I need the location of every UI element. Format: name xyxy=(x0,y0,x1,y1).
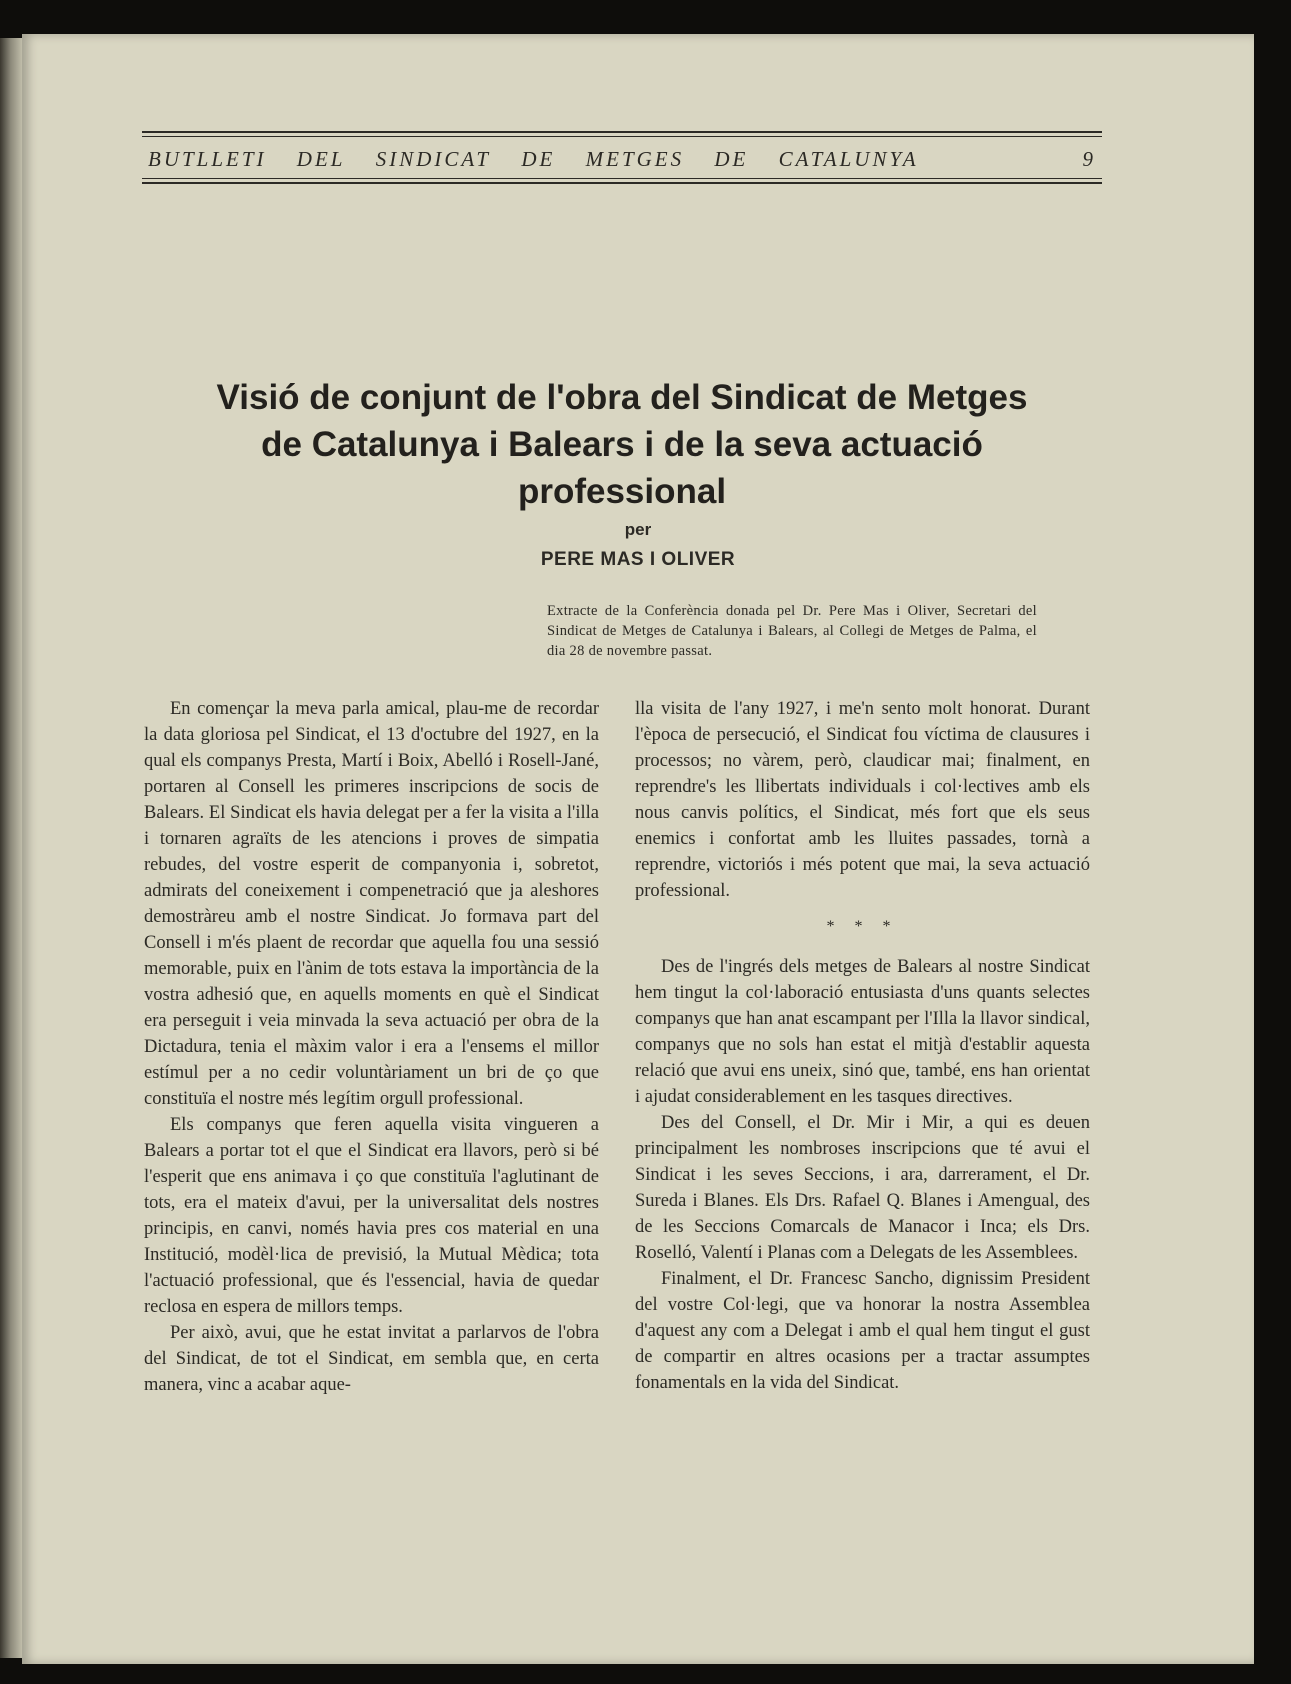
journal-title xyxy=(148,147,941,172)
paragraph: En començar la meva parla amical, plau-me de recordar la data gloriosa pel Sindicat, el 13 d'octubre del 1927, en la qual els companys Presta, Martí i Boix, Abelló i Rosell-Jané, portaren al Consell les primeres inscripcions de socis de Balears. El Sindicat els havia delegat per a fer la visita a l'illa i tornaren agraïts de les atencions i proves de simpatia rebudes, del vostre esperit de companyonia i, sobretot, admirats del coneixement i compenetració que ja aleshores demostràreu amb el nostre Sindicat. Jo formava part del Consell i m'és plaent de recordar que aquella fou una sessió memorable, puix en l'ànim de tots estava la importància de la vostra adhesió que, en aquells moments en què el Sindicat era perseguit i veia minvada la seva actuació per obra de la Dictadura, tenia el màxim valor i era a l'ensems el millor estímul per a no cedir voluntàriament un bri de ço que constituïa el nostre més legítim orgull professional. xyxy=(144,699,599,1109)
byline-prefix: per xyxy=(624,520,652,539)
header-rule-top-thin xyxy=(142,136,1102,137)
section-separator: * * * xyxy=(826,918,899,935)
article-title-line: professional xyxy=(517,472,727,511)
article-title-line: de Catalunya i Balears i de la seva actuació xyxy=(261,425,983,464)
journal-title-word: SINDICAT xyxy=(375,147,492,171)
header-text xyxy=(142,140,1102,178)
text-column-left xyxy=(144,696,599,1398)
paragraph: Des de l'ingrés dels metges de Balears al nostre Sindicat hem tingut la col·laboració entusiasta d'uns quants selectes companys que han anat escampant per l'Illa la llavor sindical, companys que no sols han estat el mitjà d'establir aquesta relació que avui ens uneix, sinó que, també, ens han orientat i ajudat considerablement en les tasques directives. xyxy=(635,957,1090,1107)
article-abstract: Extracte de la Conferència donada pel Dr. Pere Mas i Oliver, Secretari del Sindicat de Metges de Catalunya i Balears, al Collegi de Metges de Palma, el dia 28 de novembre passat. xyxy=(547,603,1037,659)
journal-title-word: DE xyxy=(714,147,749,171)
journal-title-word: BUTLLETI xyxy=(148,147,267,171)
author-name: PERE MAS I OLIVER xyxy=(540,549,736,570)
book-spine xyxy=(0,38,24,1658)
paragraph: Des del Consell, el Dr. Mir i Mir, a qui es deuen principalment les nombroses inscripcions que té avui el Sindicat i les seves Seccions, i ara, darrerament, el Dr. Sureda i Blanes. Els Drs. Rafael Q. Blanes i Amengual, des de les Seccions Comarcals de Manacor i Inca; els Drs. Roselló, Valentí i Planas com a Delegats de les Assemblees. xyxy=(635,1113,1090,1263)
paragraph: Finalment, el Dr. Francesc Sancho, dignissim President del vostre Col·legi, que va honorar la nostra Assemblea d'aquest any com a Delegat i amb el qual hem tingut el gust de compartir en altres ocasions per a tractar assumptes fonamentals en la vida del Sindicat. xyxy=(635,1269,1090,1393)
paragraph-continuation: lla visita de l'any 1927, i me'n sento molt honorat. Durant l'època de persecució, el Sindicat fou víctima de clausures i processos; no vàrem, però, claudicar mai; finalment, en reprendre's les llibertats individuals i col·lectives amb els nous canvis polítics, el Sindicat, més fort que els seus enemics i confortat amb les lluites passades, tornà a reprendre, victoriós i més potent que mai, la seva actuació professional. xyxy=(635,699,1090,901)
header-rule-bottom xyxy=(142,182,1102,184)
journal-title-word: METGES xyxy=(585,147,685,171)
text-column-right xyxy=(635,696,1090,1396)
header-rule-top xyxy=(142,131,1102,133)
article-title xyxy=(122,374,1122,515)
journal-title-word: CATALUNYA xyxy=(778,147,919,171)
article-title-line: Visió de conjunt de l'obra del Sindicat de Metges xyxy=(216,378,1028,417)
journal-page xyxy=(22,34,1254,1664)
page-number: 9 xyxy=(1082,147,1096,171)
running-header xyxy=(142,131,1102,187)
journal-title-word: DEL xyxy=(296,147,346,171)
journal-title-word: DE xyxy=(521,147,556,171)
paragraph: Per això, avui, que he estat invitat a parlarvos de l'obra del Sindicat, de tot el Sindicat, em sembla que, en certa manera, vinc a acabar aque- xyxy=(144,1323,599,1395)
header-rule-bottom-thin xyxy=(142,178,1102,179)
paragraph: Els companys que feren aquella visita vingueren a Balears a portar tot el que el Sindicat era llavors, però si bé l'esperit que ens animava i ço que constituïa l'aglutinant de tots, era el mateix d'avui, per la universalitat dels nostres principis, en canvi, només havia pres cos material en una Institució, modèl·lica de previsió, la Mutual Mèdica; tota l'actuació professional, que és l'essencial, havia de quedar reclosa en espera de millors temps. xyxy=(144,1115,599,1317)
